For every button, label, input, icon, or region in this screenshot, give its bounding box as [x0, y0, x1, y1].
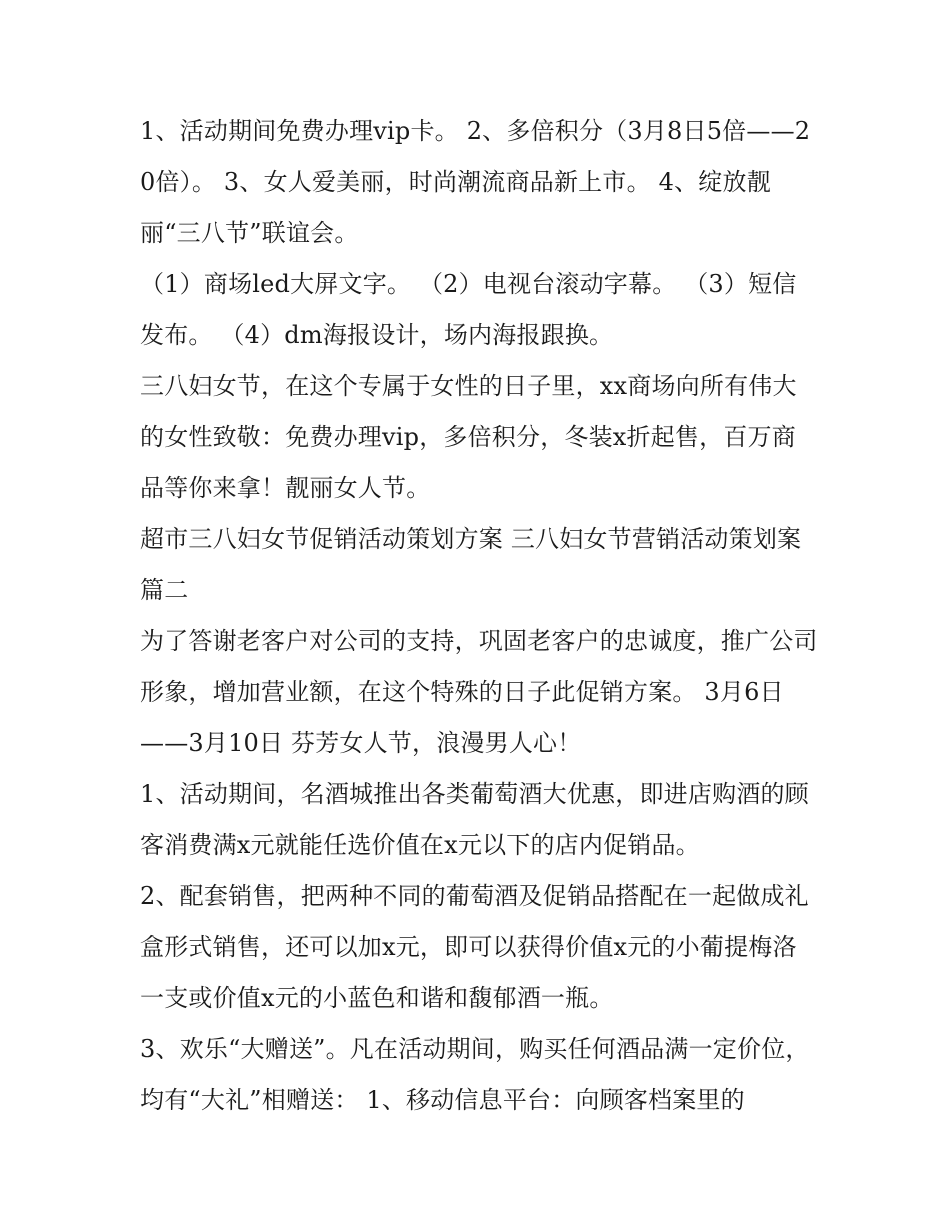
paragraph-promotion-channels: （1）商场led大屏文字。 （2）电视台滚动字幕。 （3）短信发布。 （4）dm海报设计，场内海报跟换。	[140, 270, 797, 349]
list-item-1: 1、活动期间，名酒城推出各类葡萄酒大优惠，即进店购酒的顾客消费满x元就能任选价值在x元以下的店内促销品。	[140, 780, 809, 859]
section-heading: 超市三八妇女节促销活动策划方案 三八妇女节营销活动策划案篇二	[140, 525, 802, 604]
paragraph-intro: 为了答谢老客户对公司的支持，巩固老客户的忠诚度，推广公司形象，增加营业额，在这个特殊的日子此促销方案。 3月6日——3月10日 芬芳女人节，浪漫男人心！	[140, 627, 818, 757]
paragraph-slogan: 三八妇女节，在这个专属于女性的日子里，xx商场向所有伟大的女性致敬：免费办理vip，多倍积分，冬装x折起售，百万商品等你来拿！靓丽女人节。	[140, 372, 797, 502]
paragraph-activity-benefits: 1、活动期间免费办理vip卡。 2、多倍积分（3月8日5倍——20倍）。 3、女人爱美丽，时尚潮流商品新上市。 4、绽放靓丽“三八节”联谊会。	[140, 117, 811, 247]
document-body	[140, 106, 820, 1126]
list-item-3: 3、欢乐“大赠送”。凡在活动期间，购买任何酒品满一定价位，均有“大礼”相赠送： 1、移动信息平台：向顾客档案里的	[140, 1035, 810, 1114]
list-item-2: 2、配套销售，把两种不同的葡萄酒及促销品搭配在一起做成礼盒形式销售，还可以加x元，即可以获得价值x元的小葡提梅洛一支或价值x元的小蓝色和谐和馥郁酒一瓶。	[140, 882, 809, 1012]
